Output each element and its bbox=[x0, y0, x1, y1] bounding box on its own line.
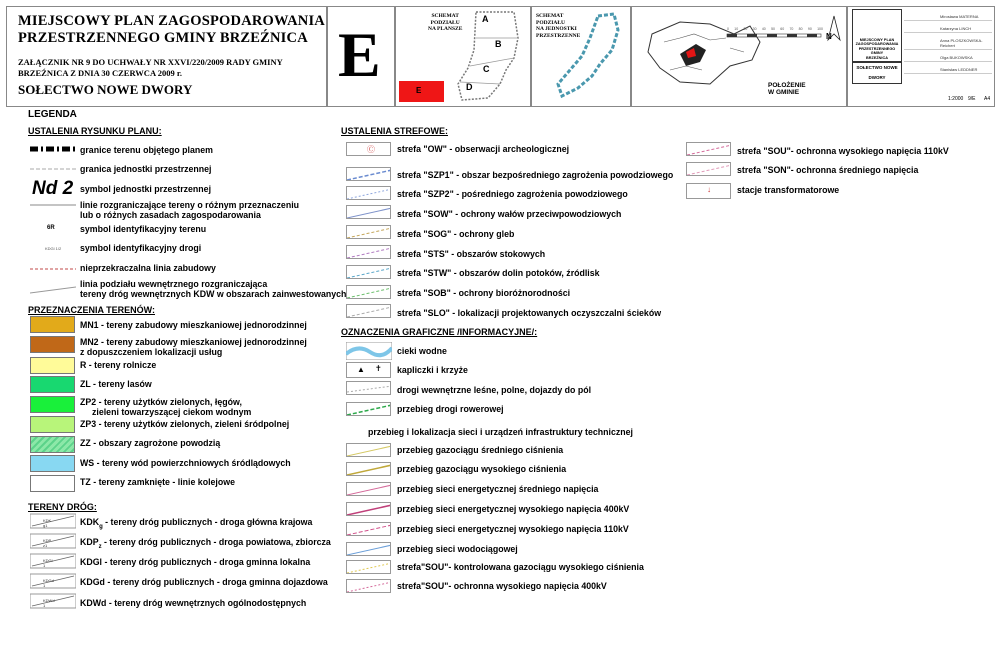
name-row: Anna PLOSZKOWSKA-Reichert bbox=[904, 33, 992, 50]
legend-zone-sts: strefa "STS" - obszarów stokowych bbox=[397, 249, 546, 259]
title-block-line: ZAGOSPODAROWANIA bbox=[855, 42, 899, 47]
scale-tick-label: 30 bbox=[752, 27, 757, 31]
zone-line bbox=[347, 248, 391, 258]
road-code: KDGd bbox=[80, 577, 105, 587]
units-schema-line: SCHEMAT bbox=[536, 13, 564, 19]
north-label: N bbox=[826, 32, 832, 41]
legend-zone-sow: strefa "SOW" - ochrony wałów przeciwpowodziowych bbox=[397, 209, 622, 219]
location-map bbox=[640, 12, 775, 92]
road-code-sub: g bbox=[99, 523, 103, 530]
infra-line bbox=[347, 582, 391, 592]
internal-division-line bbox=[30, 287, 76, 293]
infra-header: przebieg i lokalizacja sieci i urządzeń infrastruktury technicznej bbox=[368, 427, 633, 437]
sou-line bbox=[687, 165, 731, 175]
swatch-zz bbox=[30, 436, 75, 453]
sheet-label-a: A bbox=[482, 14, 489, 24]
infra-line bbox=[347, 465, 391, 475]
legend-unit-boundary: granica jednostki przestrzennej bbox=[80, 164, 212, 174]
section-graphic-info: OZNACZENIA GRAFICZNE /INFORMACYJNE/: bbox=[341, 327, 538, 337]
legend-terrain-symbol: symbol identyfikacyjny terenu bbox=[80, 224, 207, 234]
bike-route-graphic bbox=[347, 403, 391, 416]
legend-sou-110: strefa "SOU"- ochronna wysokiego napięcia 110kV bbox=[737, 146, 949, 156]
field-road-graphic bbox=[347, 382, 391, 395]
section-roads: TERENY DRÓG: bbox=[28, 502, 97, 512]
units-schema-line: PODZIAŁU bbox=[536, 19, 566, 26]
swatch-zp2 bbox=[30, 396, 75, 413]
name-row: Olga BUKOWSKA bbox=[904, 50, 992, 62]
road-kdk-symbol bbox=[30, 512, 76, 530]
scale-tick-label: 0 bbox=[727, 27, 729, 31]
zone-slo-symbol bbox=[346, 304, 391, 318]
zone-line-graphic bbox=[347, 246, 391, 259]
infra-line-graphic bbox=[347, 503, 391, 516]
legend-zone-ow: strefa "OW" - obserwacji archeologicznej bbox=[397, 144, 570, 154]
road-code: KDGl bbox=[80, 557, 102, 567]
legend-mn2-1: MN2 - tereny zabudowy mieszkaniowej jednorodzinnej bbox=[80, 337, 307, 347]
road-code: KDWd bbox=[80, 598, 107, 608]
bike-route-line bbox=[347, 405, 391, 415]
plan-title-line1: MIEJSCOWY PLAN ZAGOSPODAROWANIA bbox=[18, 13, 325, 29]
title-block-format: A4 bbox=[984, 96, 991, 102]
legend-sou-400: strefa"SOU"- ochronna wysokiego napięcia 400kV bbox=[397, 581, 607, 591]
location-line: POŁOŻENIE bbox=[768, 82, 806, 89]
swatch-zp3 bbox=[30, 416, 75, 433]
infra-line bbox=[347, 525, 391, 535]
swatch-mn2 bbox=[30, 336, 75, 353]
infra-power-medium-symbol bbox=[346, 482, 391, 496]
zone-ow-symbol bbox=[346, 142, 391, 156]
son-symbol bbox=[686, 162, 731, 176]
road-desc: - tereny dróg wewnętrznych ogólnodostępnych bbox=[106, 598, 307, 608]
infra-line-graphic bbox=[347, 561, 391, 574]
road-kdgl-tag: KDGl 1 bbox=[43, 558, 53, 568]
stream-symbol bbox=[346, 342, 392, 360]
legend-internal-division-1: linia podziału wewnętrznego rozgraniczająca bbox=[80, 279, 268, 289]
title-block-names bbox=[904, 9, 992, 74]
sou-line-graphic bbox=[687, 163, 731, 176]
legend-unit-symbol: symbol jednostki przestrzennej bbox=[80, 184, 212, 194]
legend-kdgd bbox=[80, 577, 328, 588]
legend-zone-szp2: strefa "SZP2" - pośredniego zagrożenia powodziowego bbox=[397, 189, 628, 199]
infra-line-graphic bbox=[347, 483, 391, 496]
infra-line-graphic bbox=[347, 444, 391, 457]
legend-kdwd bbox=[80, 598, 306, 609]
legend-mn1: MN1 - tereny zabudowy mieszkaniowej jednorodzinnej bbox=[80, 320, 307, 330]
legend-bike-route: przebieg drogi rowerowej bbox=[397, 404, 504, 414]
unit-boundary-symbol bbox=[30, 162, 76, 176]
legend-zone-stw: strefa "STW" - obszarów dolin potoków, źródlisk bbox=[397, 268, 600, 278]
zone-line-graphic bbox=[347, 187, 391, 200]
road-desc: - tereny dróg publicznych - droga gminna dojazdowa bbox=[104, 577, 328, 587]
section-land-use: PRZEZNACZENIA TERENÓW: bbox=[28, 305, 155, 315]
infra-power-110-symbol bbox=[346, 522, 391, 536]
road-kdp-tag: KDP z1 bbox=[43, 538, 52, 548]
field-road-symbol bbox=[346, 381, 391, 395]
legend-shrines: kapliczki i krzyże bbox=[397, 365, 468, 375]
infra-line-graphic bbox=[347, 463, 391, 476]
legend-zone-szp1: strefa "SZP1" - obszar bezpośredniego zagrożenia powodziowego bbox=[397, 170, 674, 180]
zone-sts-symbol bbox=[346, 245, 391, 259]
swatch-ws bbox=[30, 455, 75, 472]
scale-bar-segment bbox=[807, 34, 817, 37]
scale-bar-segment bbox=[747, 34, 757, 37]
zone-line bbox=[347, 268, 391, 278]
infra-line-graphic bbox=[347, 523, 391, 536]
sou-line bbox=[687, 145, 731, 155]
road-kdgl-symbol bbox=[30, 552, 76, 570]
legend-building-line: nieprzekraczalna linia zabudowy bbox=[80, 263, 216, 273]
infra-sou-gas-symbol bbox=[346, 560, 391, 574]
legend-kdk bbox=[80, 517, 312, 532]
zone-szp2-symbol bbox=[346, 186, 391, 200]
sheet-label-c: C bbox=[483, 64, 490, 74]
legend-streams: cieki wodne bbox=[397, 346, 447, 356]
zone-line bbox=[347, 170, 391, 180]
road-kdwd-tag: KDWd 1 bbox=[43, 598, 55, 608]
title-block-scale: 1:2000 bbox=[948, 96, 964, 102]
road-desc: - tereny dróg publicznych - droga powiatowa, zbiorcza bbox=[101, 537, 331, 547]
infra-sou-400-symbol bbox=[346, 579, 391, 593]
road-desc: - tereny dróg publicznych - droga gminna lokalna bbox=[102, 557, 311, 567]
legend-kdgl bbox=[80, 557, 310, 568]
section-zone-rules: USTALENIA STREFOWE: bbox=[341, 126, 448, 136]
infra-gas-high-symbol bbox=[346, 462, 391, 476]
sheet-split bbox=[470, 58, 514, 66]
name-row: Katarzyna LINCH bbox=[904, 21, 992, 33]
sheet-schema-line: SCHEMAT bbox=[431, 13, 459, 19]
infra-line bbox=[347, 545, 391, 555]
legend-gas-high: przebieg gazociągu wysokiego ciśnienia bbox=[397, 464, 567, 474]
scale-tick-label: 20 bbox=[743, 27, 748, 31]
legend-sou-gas: strefa"SOU"- kontrolowana gazociągu wysokiego ciśnienia bbox=[397, 562, 644, 572]
legend-gas-medium: przebieg gazociągu średniego ciśnienia bbox=[397, 445, 564, 455]
legend-zone-slo: strefa "SLO" - lokalizacji projektowanych oczyszczalni ścieków bbox=[397, 308, 662, 318]
legend-zp2-2: zieleni towarzyszącej ciekom wodnym bbox=[92, 407, 252, 417]
zone-sow-symbol bbox=[346, 205, 391, 219]
scale-tick-label: 10 bbox=[734, 27, 739, 31]
swatch-tz bbox=[30, 475, 75, 492]
legend-water: przebieg sieci wodociągowej bbox=[397, 544, 518, 554]
legend-plan-boundary: granice terenu objętego planem bbox=[80, 145, 213, 155]
legend-demarcation-2: lub o różnych zasadach zagospodarowania bbox=[80, 210, 261, 220]
sou-110-symbol bbox=[686, 142, 731, 156]
legend-zone-sog: strefa "SOG" - ochrony gleb bbox=[397, 229, 515, 239]
shrine-icon: ▲ bbox=[357, 365, 365, 374]
location-line: W GMINIE bbox=[768, 89, 800, 96]
internal-division-symbol bbox=[30, 283, 76, 297]
zone-line bbox=[347, 307, 391, 317]
sheet-schema-line: NA PLANSZE bbox=[428, 26, 463, 32]
zone-line-graphic bbox=[347, 286, 391, 299]
legend-transformer: stacje transformatorowe bbox=[737, 185, 840, 195]
village-name: SOŁECTWO NOWE DWORY bbox=[18, 82, 193, 97]
scale-tick-label: 50 bbox=[771, 27, 775, 31]
plan-title-line2: PRZESTRZENNEGO GMINY BRZEŹNICA bbox=[18, 30, 308, 46]
sheet-letter: E bbox=[338, 19, 381, 90]
scale-bar-segment bbox=[727, 34, 737, 37]
infra-power-400-symbol bbox=[346, 502, 391, 516]
resolution-line1: ZAŁĄCZNIK NR 9 DO UCHWAŁY NR XXVI/220/2009 RADY GMINY bbox=[18, 57, 283, 67]
road-code: KDK bbox=[80, 517, 100, 527]
legend-mn2-2: z dopuszczeniem lokalizacji usług bbox=[80, 347, 223, 357]
legend-internal-division-2: tereny dróg wewnętrznych KDW w obszarach zainwestowanych bbox=[80, 289, 347, 299]
road-code: KDP bbox=[80, 537, 99, 547]
legend-road-symbol: symbol identyfikacyjny drogi bbox=[80, 243, 202, 253]
zone-sog-symbol bbox=[346, 225, 391, 239]
sou-line-graphic bbox=[687, 143, 731, 156]
zone-sob-symbol bbox=[346, 285, 391, 299]
infra-line bbox=[347, 505, 391, 515]
building-line-symbol bbox=[30, 262, 76, 276]
infra-line bbox=[347, 485, 391, 495]
units-outline bbox=[558, 14, 618, 96]
zone-line-graphic bbox=[347, 226, 391, 239]
title-block-heading bbox=[852, 9, 902, 62]
demarcation-symbol bbox=[30, 198, 76, 212]
title-block-line: MIEJSCOWY PLAN bbox=[859, 38, 895, 42]
transformer-symbol bbox=[686, 183, 731, 199]
zone-line bbox=[347, 189, 391, 199]
sheet-schema-line: PODZIAŁU bbox=[430, 19, 460, 26]
swatch-mn1 bbox=[30, 316, 75, 333]
sheet-label-b: B bbox=[495, 39, 502, 49]
legend-tz: TZ - tereny zamknięte - linie kolejowe bbox=[80, 477, 235, 487]
sheet-label-d: D bbox=[466, 82, 473, 92]
infra-line-graphic bbox=[347, 580, 391, 593]
swatch-r bbox=[30, 357, 75, 374]
road-kdk-tag: KDK g1 bbox=[43, 518, 52, 528]
bike-route-symbol bbox=[346, 402, 391, 416]
scale-tick-label: 60 bbox=[780, 27, 785, 31]
title-block-line: PRZESTRZENNEGO GMINY bbox=[858, 46, 896, 56]
scale-tick-label: 70 bbox=[789, 27, 794, 31]
zone-line bbox=[347, 288, 391, 298]
legend-field-roads: drogi wewnętrzne leśne, polne, dojazdy do pól bbox=[397, 385, 592, 395]
infra-gas-medium-symbol bbox=[346, 443, 391, 457]
zone-stw-symbol bbox=[346, 265, 391, 279]
zone-line-graphic bbox=[347, 305, 391, 318]
road-kdp-symbol bbox=[30, 532, 76, 550]
unit-symbol: Nd 2 bbox=[32, 178, 74, 199]
legend-power-110: przebieg sieci energetycznej wysokiego napięcia 110kV bbox=[397, 524, 629, 534]
legend-power-400: przebieg sieci energetycznej wysokiego napięcia 400kV bbox=[397, 504, 630, 514]
infra-water-symbol bbox=[346, 542, 391, 556]
zone-line bbox=[347, 208, 391, 218]
road-kdgd-tag: KDGd 1 bbox=[43, 578, 54, 588]
legend-ws: WS - tereny wód powierzchniowych śródlądowych bbox=[80, 458, 291, 468]
field-road-line bbox=[347, 386, 391, 392]
legend-zz: ZZ - obszary zagrożone powodzią bbox=[80, 438, 221, 448]
current-sheet-label: E bbox=[416, 86, 422, 95]
cross-icon: ✝ bbox=[375, 364, 382, 373]
scale-bar-segment bbox=[787, 34, 797, 37]
title-block-sheet: 9/E bbox=[968, 96, 976, 102]
terrain-symbol: 6R bbox=[47, 225, 55, 231]
zone-line-graphic bbox=[347, 168, 391, 181]
legend-zp3: ZP3 - tereny użytków zielonych, zieleni śródpolnej bbox=[80, 419, 290, 429]
legend-r: R - tereny rolnicze bbox=[80, 360, 157, 370]
current-sheet-box bbox=[399, 81, 444, 102]
title-block-line: BRZEŹNICA bbox=[866, 55, 888, 60]
road-symbol: KDGl 1/2 bbox=[45, 246, 62, 251]
zone-line-graphic bbox=[347, 266, 391, 279]
infra-line bbox=[347, 563, 391, 573]
legend-zp2-1: ZP2 - tereny użytków zielonych, łęgów, bbox=[80, 397, 242, 407]
location-label bbox=[768, 82, 806, 96]
legend-title: LEGENDA bbox=[28, 109, 77, 120]
legend-power-medium: przebieg sieci energetycznej średniego napięcia bbox=[397, 484, 599, 494]
zone-line bbox=[347, 228, 391, 238]
swatch-zl bbox=[30, 376, 75, 393]
scale-tick-label: 90 bbox=[807, 27, 812, 31]
scale-tick-label: 80 bbox=[798, 27, 803, 31]
road-desc: - tereny dróg publicznych - droga główna krajowa bbox=[102, 517, 313, 527]
legend-zl: ZL - tereny lasów bbox=[80, 379, 152, 389]
name-row: Mirosława MATERNA bbox=[904, 9, 992, 21]
title-block-village: SOŁECTWO NOWE DWORY bbox=[852, 62, 902, 84]
legend-zone-sob: strefa "SOB" - ochrony bioróżnorodności bbox=[397, 288, 571, 298]
section-plan-rules: USTALENIA RYSUNKU PLANU: bbox=[28, 126, 162, 136]
zone-line-graphic bbox=[347, 206, 391, 219]
legend-son: strefa "SON"- ochronna średniego napięcia bbox=[737, 165, 919, 175]
units-schema-line: NA JEDNOSTKI bbox=[536, 26, 577, 32]
units-schema-line: PRZESTRZENNE bbox=[536, 32, 581, 39]
legend-demarcation-1: linie rozgraniczające tereny o różnym przeznaczeniu bbox=[80, 200, 300, 210]
infra-line bbox=[347, 446, 391, 456]
road-code-sub: z bbox=[98, 543, 102, 550]
scale-tick-label: 40 bbox=[761, 27, 766, 31]
infra-line-graphic bbox=[347, 543, 391, 556]
units-division-map bbox=[552, 10, 627, 105]
archaeology-icon: Ⓒ bbox=[367, 145, 375, 154]
scale-tick-labels bbox=[727, 27, 823, 31]
scale-bar-segment bbox=[767, 34, 777, 37]
scale-tick-label: 100 bbox=[817, 27, 823, 31]
transformer-icon: ↓ bbox=[707, 185, 711, 194]
shrine-symbol bbox=[346, 362, 391, 378]
plan-boundary-symbol bbox=[30, 142, 76, 156]
legend-kdp bbox=[80, 537, 331, 552]
name-row: Stanisław LEDDNER bbox=[904, 62, 992, 74]
zone-szp1-symbol bbox=[346, 167, 391, 181]
resolution-line2: BRZEŹNICA Z DNIA 30 CZERWCA 2009 r. bbox=[18, 68, 182, 78]
